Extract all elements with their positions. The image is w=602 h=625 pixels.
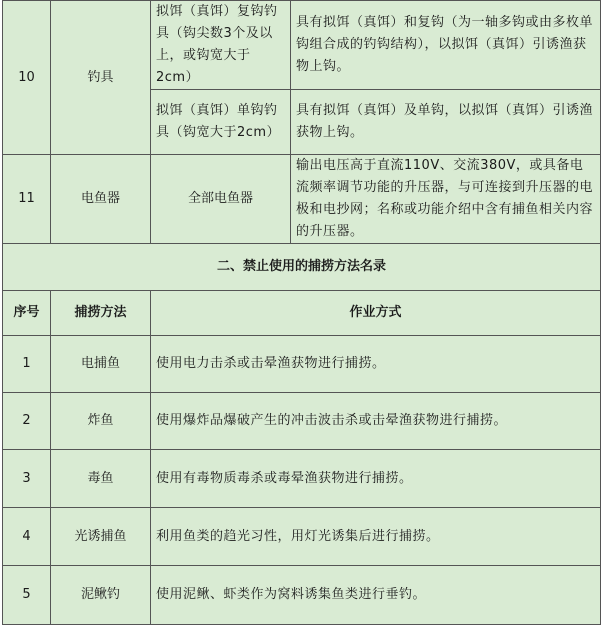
- table-row: [3, 336, 601, 393]
- header-method: 捕捞方法: [51, 291, 151, 336]
- table-row: [3, 1, 601, 90]
- table-header-row: [3, 291, 601, 336]
- table-row: [3, 450, 601, 508]
- operation-text: 使用爆炸品爆破产生的冲击波击杀或击晕渔获物进行捕捞。: [151, 393, 601, 450]
- operation-text: 使用泥鳅、虾类作为窝料诱集鱼类进行垂钓。: [151, 566, 601, 625]
- operation-text: 使用电力击杀或击晕渔获物进行捕捞。: [151, 336, 601, 393]
- row-number: 4: [3, 508, 51, 566]
- method-name: 炸鱼: [51, 393, 151, 450]
- row-number: 10: [3, 1, 51, 155]
- tool-description: 输出电压高于直流110V、交流380V，或具备电流频率调节功能的升压器，与可连接到升压器的电极和电抄网；名称或功能介绍中含有捕鱼相关内容的升压器。: [291, 155, 601, 244]
- tool-description: 具有拟饵（真饵）及单钩，以拟饵（真饵）引诱渔获物上钩。: [291, 90, 601, 155]
- row-number: 1: [3, 336, 51, 393]
- table-row: [3, 508, 601, 566]
- section-title-row: [3, 244, 601, 291]
- tool-description: 具有拟饵（真饵）和复钩（为一轴多钩或由多枚单钩组合成的钓钩结构），以拟饵（真饵）引诱渔获物上钩。: [291, 1, 601, 90]
- tool-type: 拟饵（真饵）单钩钓具（钩宽大于2cm）: [151, 90, 291, 155]
- row-number: 3: [3, 450, 51, 508]
- header-operation: 作业方式: [151, 291, 601, 336]
- method-name: 泥鳅钓: [51, 566, 151, 625]
- tool-type: 全部电鱼器: [151, 155, 291, 244]
- row-number: 2: [3, 393, 51, 450]
- table-row: [3, 566, 601, 625]
- table-row: [3, 155, 601, 244]
- operation-text: 使用有毒物质毒杀或毒晕渔获物进行捕捞。: [151, 450, 601, 508]
- method-name: 光诱捕鱼: [51, 508, 151, 566]
- header-number: 序号: [3, 291, 51, 336]
- tool-type: 拟饵（真饵）复钩钓具（钩尖数3个及以上，或钩宽大于2cm）: [151, 1, 291, 90]
- tool-name: 电鱼器: [51, 155, 151, 244]
- method-name: 电捕鱼: [51, 336, 151, 393]
- method-name: 毒鱼: [51, 450, 151, 508]
- section-title: 二、禁止使用的捕捞方法名录: [3, 244, 601, 291]
- row-number: 11: [3, 155, 51, 244]
- table-row: [3, 393, 601, 450]
- operation-text: 利用鱼类的趋光习性，用灯光诱集后进行捕捞。: [151, 508, 601, 566]
- regulation-table: [2, 0, 601, 625]
- tool-name: 钓具: [51, 1, 151, 155]
- row-number: 5: [3, 566, 51, 625]
